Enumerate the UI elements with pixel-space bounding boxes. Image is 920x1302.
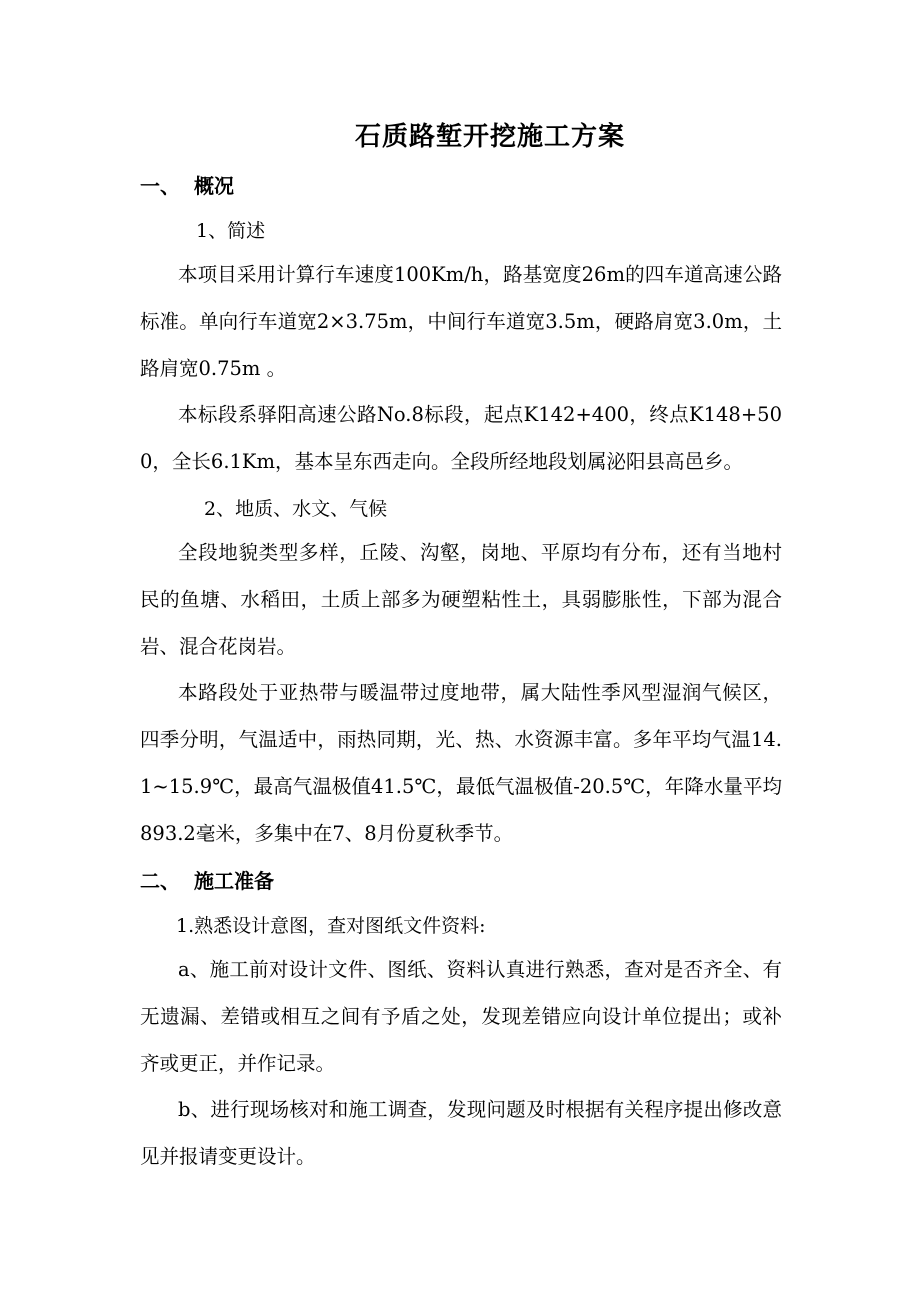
paragraph: 全段地貌类型多样，丘陵、沟壑，岗地、平原均有分布，还有当地村民的鱼塘、水稻田，土质上部多为硬塑粘性土，具弱膨胀性，下部为混合岩、混合花岗岩。 [140,541,782,658]
paragraph: 本标段系驿阳高速公路No.8标段，起点K142+400，终点K148+500，全长6.1Km，基本呈东西走向。全段所经地段划属泌阳县高邑乡。 [140,403,782,473]
subsection-label-1-2: 2、地质、水文、气候 [204,498,388,520]
document-title: 石质路堑开挖施工方案 [354,122,625,152]
section-title: 施工准备 [194,869,274,893]
section-number: 二、 [140,869,180,893]
section-title: 概况 [194,174,234,198]
paragraph: b、进行现场核对和施工调查，发现问题及时根据有关程序提出修改意见并报请变更设计。 [140,1098,782,1168]
paragraph: 本项目采用计算行车速度100Km/h，路基宽度26m的四车道高速公路标准。单向行车道宽2×3.75m，中间行车道宽3.5m，硬路肩宽3.0m，土路肩宽0.75m 。 [140,263,782,380]
paragraph: 本路段处于亚热带与暖温带过度地带，属大陆性季风型湿润气候区，四季分明，气温适中，雨热同期，光、热、水资源丰富。多年平均气温14.1~15.9℃，最高气温极值41.5℃，最低气温极值-20.5℃，年降水量平均893.2毫米，多集中在7、8月份夏秋季节。 [140,681,782,845]
section-heading-1 [140,170,234,199]
subsection-label-1-1: 1、简述 [196,220,266,242]
section-number: 一、 [140,174,180,198]
subsection-label-2-1: 1.熟悉设计意图，查对图纸文件资料: [176,915,486,937]
paragraph: a、施工前对设计文件、图纸、资料认真进行熟悉，查对是否齐全、有无遗漏、差错或相互之间有予盾之处，发现差错应向设计单位提出；或补齐或更正，并作记录。 [140,958,782,1075]
section-heading-2 [140,865,274,894]
